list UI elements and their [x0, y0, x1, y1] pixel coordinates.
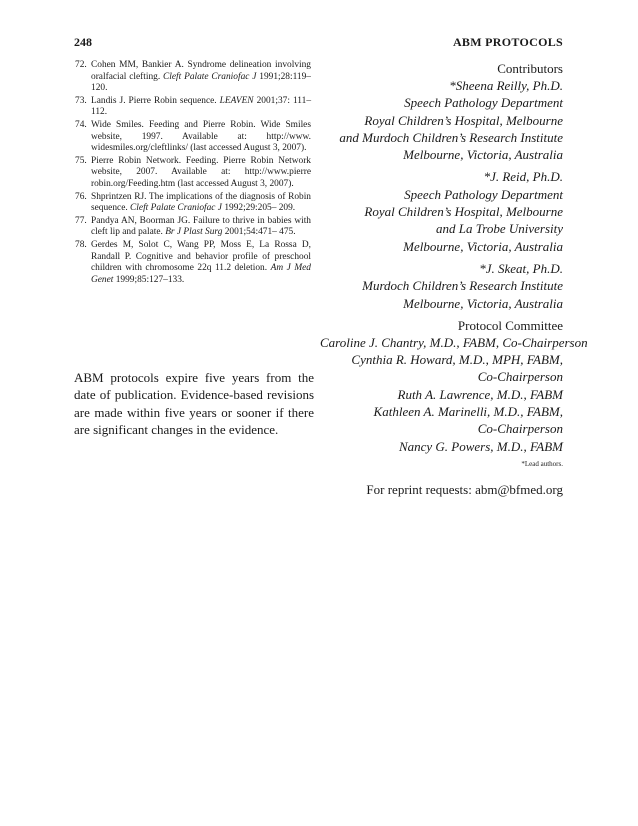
reference-text: Gerdes M, Solot C, Wang PP, Moss E, La Rossa D, Randall P. Cognitive and behavior profile of preschool children with chromosome 22q 11.2 deletion.: [91, 239, 311, 274]
reference-text: Cohen MM, Bankier A. Syndrome delineation involving oralfacial clefting.: [91, 60, 311, 82]
journal-name: Cleft Palate Craniofac J: [130, 203, 222, 214]
contributor-affiliation: Speech Pathology Department: [404, 95, 563, 111]
reprint-request: For reprint requests: abm@bfmed.org: [366, 481, 563, 497]
journal-name: Am J Med Genet: [91, 263, 311, 285]
reference-item: [75, 240, 311, 286]
contributor-affiliation: and Murdoch Children’s Research Institute: [339, 129, 563, 145]
journal-name: Cleft Palate Craniofac J: [163, 71, 257, 82]
reference-list: [75, 60, 311, 287]
reference-item: [75, 192, 311, 215]
committee-member: Nancy G. Powers, M.D., FABM: [398, 438, 563, 454]
contributor-name: *Sheena Reilly, Ph.D.: [449, 78, 563, 93]
reference-item: [75, 216, 311, 239]
reference-number: 73.: [75, 95, 87, 106]
expiry-note: ABM protocols expire five years from the date of publication. Evidence-based revisions are made within five years or sooner if there are significant changes in the evidence.: [74, 370, 314, 437]
reference-text: Landis J. Pierre Robin sequence.: [91, 95, 220, 106]
committee-role: Co-Chairperson: [477, 369, 563, 385]
contributor-name: *J. Reid, Ph.D.: [483, 169, 563, 185]
reference-citation: 2001;54:471– 475.: [222, 227, 296, 238]
contributor-affiliation: Murdoch Children’s Research Institute: [362, 278, 563, 294]
contributor-location: Melbourne, Victoria, Australia: [403, 238, 563, 254]
contributor-affiliation: Speech Pathology Department: [404, 186, 563, 202]
reference-text: Wide Smiles. Feeding and Pierre Robin. Wide Smiles website, 1997. Available at: http://www. widesmiles.org/cleftlinks/ (last accessed August 3, 2007).: [91, 119, 311, 154]
contributor-location: Melbourne, Victoria, Australia: [403, 295, 563, 311]
reference-text: Shprintzen RJ. The implications of the diagnosis of Robin sequence.: [91, 191, 311, 214]
reference-number: 74.: [75, 119, 87, 130]
contributor-affiliation: and La Trobe University: [436, 221, 563, 237]
committee-member: Ruth A. Lawrence, M.D., FABM: [397, 386, 563, 402]
contributor-affiliation: Royal Children’s Hospital, Melbourne: [364, 204, 563, 220]
journal-name: Br J Plast Surg: [165, 227, 223, 238]
reference-text: Pierre Robin Network. Feeding. Pierre Robin Network website, 2007. Available at: http://www.pierre robin.org/Feeding.htm (last accessed August 3, 2007).: [91, 155, 311, 189]
journal-name: LEAVEN: [219, 95, 254, 106]
contributor-block: [320, 77, 563, 163]
committee-list: [320, 334, 588, 455]
contributors-heading: Contributors: [497, 61, 563, 76]
contributor-location: Melbourne, Victoria, Australia: [403, 147, 563, 163]
reference-citation: 1992;29:205– 209.: [221, 203, 296, 214]
committee-member: Kathleen A. Marinelli, M.D., FABM,: [373, 404, 563, 420]
reference-number: 72.: [75, 60, 87, 70]
contributor-block: [320, 260, 563, 312]
reference-item: [75, 156, 311, 191]
contributor-name: *J. Skeat, Ph.D.: [479, 260, 563, 276]
reference-number: 77.: [75, 215, 87, 226]
reference-text: Pandya AN, Boorman JG. Failure to thrive in babies with cleft lip and palate.: [91, 215, 311, 238]
reference-item: [75, 60, 311, 95]
reference-item: [75, 96, 311, 119]
reference-number: 75.: [75, 155, 87, 166]
committee-member: Caroline J. Chantry, M.D., FABM, Co-Chairperson: [320, 334, 588, 350]
reference-citation: 2001;37: 111–112.: [91, 95, 312, 118]
contributors-section: [320, 60, 588, 498]
lead-authors-note: *Lead authors.: [521, 459, 563, 468]
page-number: 248: [74, 35, 92, 49]
contributor-block: [320, 168, 563, 254]
contributor-affiliation: Royal Children’s Hospital, Melbourne: [364, 112, 563, 128]
reference-citation: 1999;85:127–133.: [113, 274, 185, 285]
reference-number: 78.: [75, 239, 87, 250]
running-title: ABM PROTOCOLS: [452, 35, 563, 49]
reference-citation: 1991;28:119–120.: [91, 71, 311, 94]
reference-number: 76.: [75, 191, 87, 202]
protocol-committee-heading: Protocol Committee: [457, 317, 563, 333]
committee-member: Cynthia R. Howard, M.D., MPH, FABM,: [351, 352, 563, 368]
reference-item: [75, 120, 311, 155]
committee-role: Co-Chairperson: [477, 421, 563, 437]
